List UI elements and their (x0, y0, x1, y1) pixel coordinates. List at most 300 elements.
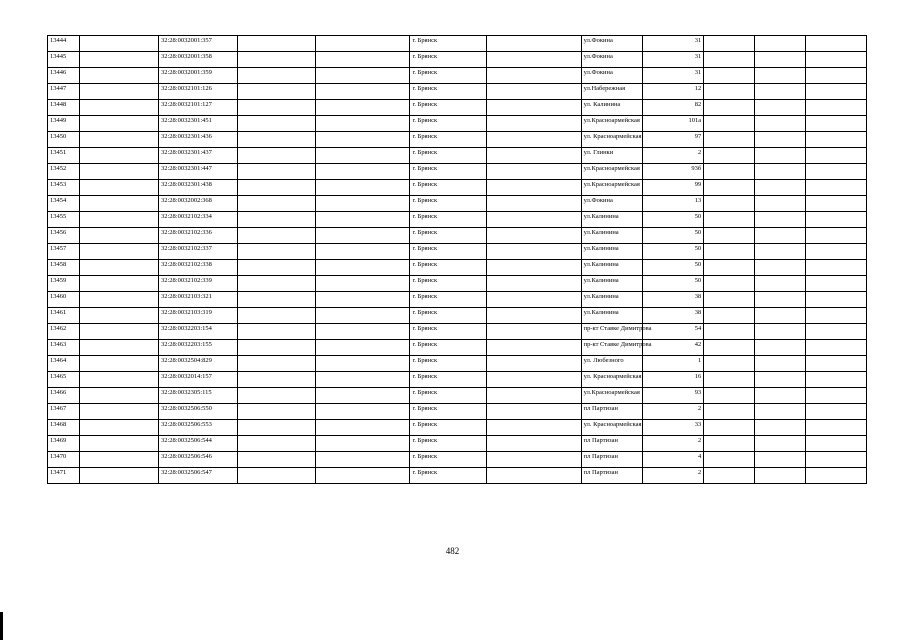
cadastral-number-cell: 32:28:0032203:154 (158, 324, 237, 340)
record-id-cell: 13446 (48, 68, 80, 84)
house-number-cell: 97 (642, 132, 703, 148)
house-number-cell: 2 (642, 148, 703, 164)
empty-cell (486, 148, 581, 164)
street-cell: ул.Калинина (581, 276, 642, 292)
city-cell: г. Брянск (410, 52, 486, 68)
street-cell: ул. Красноармейская (581, 372, 642, 388)
empty-cell (754, 132, 805, 148)
record-id-cell: 13455 (48, 212, 80, 228)
empty-cell (805, 116, 866, 132)
empty-cell (704, 292, 755, 308)
empty-cell (316, 164, 410, 180)
empty-cell (805, 100, 866, 116)
empty-cell (805, 436, 866, 452)
street-cell: ул.Красноармейская (581, 180, 642, 196)
empty-cell (704, 468, 755, 484)
empty-cell (805, 244, 866, 260)
table-row (48, 212, 867, 228)
empty-cell (486, 356, 581, 372)
record-id-cell: 13454 (48, 196, 80, 212)
empty-cell (238, 356, 316, 372)
empty-cell (805, 452, 866, 468)
cadastral-number-cell: 32:28:0032102:338 (158, 260, 237, 276)
street-cell: ул.Калинина (581, 244, 642, 260)
street-cell: ул.Калинина (581, 212, 642, 228)
record-id-cell: 13460 (48, 292, 80, 308)
table-row (48, 372, 867, 388)
house-number-cell: 31 (642, 52, 703, 68)
cadastral-number-cell: 32:28:0032001:358 (158, 52, 237, 68)
cadastral-number-cell: 32:28:0032001:357 (158, 36, 237, 52)
house-number-cell: 16 (642, 372, 703, 388)
empty-cell (805, 276, 866, 292)
empty-cell (704, 148, 755, 164)
empty-cell (754, 340, 805, 356)
record-id-cell: 13453 (48, 180, 80, 196)
table-row (48, 196, 867, 212)
house-number-cell: 31 (642, 36, 703, 52)
empty-cell (704, 308, 755, 324)
table-row (48, 36, 867, 52)
cadastral-number-cell: 32:28:0032504:829 (158, 356, 237, 372)
city-cell: г. Брянск (410, 276, 486, 292)
city-cell: г. Брянск (410, 308, 486, 324)
house-number-cell: 1 (642, 356, 703, 372)
empty-cell (754, 388, 805, 404)
city-cell: г. Брянск (410, 180, 486, 196)
street-cell: пр-кт Ставке Димитрова (581, 340, 642, 356)
table-row (48, 164, 867, 180)
empty-cell (486, 436, 581, 452)
empty-cell (754, 116, 805, 132)
empty-cell (704, 420, 755, 436)
empty-cell (79, 68, 158, 84)
cadastral-number-cell: 32:28:0032506:550 (158, 404, 237, 420)
house-number-cell: 42 (642, 340, 703, 356)
empty-cell (754, 404, 805, 420)
house-number-cell: 38 (642, 292, 703, 308)
empty-cell (316, 292, 410, 308)
empty-cell (805, 212, 866, 228)
cadastral-number-cell: 32:28:0032301:437 (158, 148, 237, 164)
empty-cell (486, 164, 581, 180)
table-row (48, 84, 867, 100)
city-cell: г. Брянск (410, 420, 486, 436)
empty-cell (805, 260, 866, 276)
empty-cell (79, 436, 158, 452)
empty-cell (805, 148, 866, 164)
empty-cell (805, 372, 866, 388)
record-id-cell: 13447 (48, 84, 80, 100)
table-row (48, 468, 867, 484)
empty-cell (754, 276, 805, 292)
empty-cell (316, 84, 410, 100)
city-cell: г. Брянск (410, 436, 486, 452)
house-number-cell: 82 (642, 100, 703, 116)
street-cell: ул.Калинина (581, 308, 642, 324)
empty-cell (754, 36, 805, 52)
cadastral-number-cell: 32:28:0032103:319 (158, 308, 237, 324)
empty-cell (486, 308, 581, 324)
city-cell: г. Брянск (410, 36, 486, 52)
empty-cell (805, 196, 866, 212)
street-cell: ул. Калинина (581, 100, 642, 116)
empty-cell (486, 340, 581, 356)
street-cell: ул. Красноармейская (581, 132, 642, 148)
empty-cell (238, 52, 316, 68)
page-number: 482 (445, 546, 460, 556)
empty-cell (805, 84, 866, 100)
empty-cell (79, 260, 158, 276)
empty-cell (316, 116, 410, 132)
empty-cell (238, 148, 316, 164)
record-id-cell: 13459 (48, 276, 80, 292)
empty-cell (238, 324, 316, 340)
city-cell: г. Брянск (410, 228, 486, 244)
cadastral-number-cell: 32:28:0032102:334 (158, 212, 237, 228)
empty-cell (316, 372, 410, 388)
city-cell: г. Брянск (410, 452, 486, 468)
empty-cell (316, 324, 410, 340)
house-number-cell: 13 (642, 196, 703, 212)
city-cell: г. Брянск (410, 132, 486, 148)
house-number-cell: 50 (642, 228, 703, 244)
empty-cell (79, 452, 158, 468)
city-cell: г. Брянск (410, 292, 486, 308)
house-number-cell: 2 (642, 468, 703, 484)
empty-cell (238, 388, 316, 404)
empty-cell (79, 404, 158, 420)
table-row (48, 356, 867, 372)
empty-cell (316, 420, 410, 436)
empty-cell (805, 292, 866, 308)
empty-cell (805, 52, 866, 68)
empty-cell (79, 372, 158, 388)
empty-cell (79, 324, 158, 340)
empty-cell (486, 84, 581, 100)
empty-cell (238, 68, 316, 84)
empty-cell (316, 388, 410, 404)
record-id-cell: 13467 (48, 404, 80, 420)
cadastral-number-cell: 32:28:0032301:438 (158, 180, 237, 196)
empty-cell (704, 276, 755, 292)
record-id-cell: 13458 (48, 260, 80, 276)
empty-cell (486, 372, 581, 388)
record-id-cell: 13471 (48, 468, 80, 484)
record-id-cell: 13445 (48, 52, 80, 68)
city-cell: г. Брянск (410, 340, 486, 356)
empty-cell (316, 356, 410, 372)
empty-cell (704, 52, 755, 68)
empty-cell (704, 132, 755, 148)
property-registry-table (47, 35, 867, 484)
empty-cell (486, 196, 581, 212)
empty-cell (316, 436, 410, 452)
street-cell: ул.Красноармейская (581, 388, 642, 404)
empty-cell (754, 84, 805, 100)
street-cell: ул.Набережная (581, 84, 642, 100)
street-cell: пр-кт Ставке Димитрова (581, 324, 642, 340)
table-row (48, 420, 867, 436)
empty-cell (704, 340, 755, 356)
empty-cell (754, 260, 805, 276)
city-cell: г. Брянск (410, 212, 486, 228)
empty-cell (316, 180, 410, 196)
record-id-cell: 13444 (48, 36, 80, 52)
empty-cell (704, 36, 755, 52)
street-cell: ул.Калинина (581, 228, 642, 244)
record-id-cell: 13466 (48, 388, 80, 404)
scan-edge-mark (0, 612, 3, 640)
empty-cell (238, 116, 316, 132)
cadastral-number-cell: 32:28:0032014:157 (158, 372, 237, 388)
empty-cell (704, 196, 755, 212)
empty-cell (316, 36, 410, 52)
city-cell: г. Брянск (410, 116, 486, 132)
city-cell: г. Брянск (410, 244, 486, 260)
city-cell: г. Брянск (410, 84, 486, 100)
empty-cell (316, 68, 410, 84)
empty-cell (704, 116, 755, 132)
empty-cell (486, 132, 581, 148)
record-id-cell: 13449 (48, 116, 80, 132)
empty-cell (805, 468, 866, 484)
empty-cell (486, 68, 581, 84)
empty-cell (238, 468, 316, 484)
empty-cell (79, 356, 158, 372)
empty-cell (79, 196, 158, 212)
house-number-cell: 2 (642, 436, 703, 452)
empty-cell (79, 308, 158, 324)
table-row (48, 452, 867, 468)
empty-cell (754, 436, 805, 452)
empty-cell (704, 244, 755, 260)
empty-cell (238, 308, 316, 324)
empty-cell (704, 436, 755, 452)
empty-cell (754, 52, 805, 68)
cadastral-number-cell: 32:28:0032102:339 (158, 276, 237, 292)
empty-cell (754, 292, 805, 308)
empty-cell (79, 100, 158, 116)
empty-cell (754, 308, 805, 324)
cadastral-number-cell: 32:28:0032506:544 (158, 436, 237, 452)
record-id-cell: 13448 (48, 100, 80, 116)
record-id-cell: 13456 (48, 228, 80, 244)
empty-cell (754, 164, 805, 180)
empty-cell (805, 132, 866, 148)
empty-cell (79, 388, 158, 404)
cadastral-number-cell: 32:28:0032102:336 (158, 228, 237, 244)
street-cell: ул.Фокина (581, 68, 642, 84)
empty-cell (704, 84, 755, 100)
table-row (48, 436, 867, 452)
empty-cell (805, 420, 866, 436)
table-row (48, 340, 867, 356)
street-cell: пл Партизан (581, 452, 642, 468)
table-row (48, 100, 867, 116)
empty-cell (486, 324, 581, 340)
house-number-cell: 50 (642, 212, 703, 228)
city-cell: г. Брянск (410, 196, 486, 212)
empty-cell (238, 196, 316, 212)
empty-cell (238, 260, 316, 276)
empty-cell (805, 340, 866, 356)
table-row (48, 260, 867, 276)
empty-cell (238, 164, 316, 180)
empty-cell (79, 52, 158, 68)
empty-cell (754, 468, 805, 484)
empty-cell (238, 276, 316, 292)
empty-cell (704, 372, 755, 388)
house-number-cell: 50 (642, 244, 703, 260)
registry-table-body (48, 36, 867, 484)
empty-cell (486, 292, 581, 308)
cadastral-number-cell: 32:28:0032301:447 (158, 164, 237, 180)
empty-cell (238, 452, 316, 468)
table-row (48, 244, 867, 260)
empty-cell (79, 36, 158, 52)
empty-cell (805, 164, 866, 180)
empty-cell (805, 324, 866, 340)
empty-cell (754, 356, 805, 372)
table-row (48, 68, 867, 84)
empty-cell (316, 148, 410, 164)
empty-cell (238, 420, 316, 436)
house-number-cell: 93б (642, 164, 703, 180)
empty-cell (754, 68, 805, 84)
empty-cell (486, 404, 581, 420)
empty-cell (486, 52, 581, 68)
city-cell: г. Брянск (410, 164, 486, 180)
empty-cell (316, 340, 410, 356)
empty-cell (79, 84, 158, 100)
city-cell: г. Брянск (410, 388, 486, 404)
empty-cell (704, 452, 755, 468)
record-id-cell: 13470 (48, 452, 80, 468)
empty-cell (316, 100, 410, 116)
street-cell: ул.Фокина (581, 196, 642, 212)
empty-cell (486, 116, 581, 132)
empty-cell (486, 180, 581, 196)
house-number-cell: 101а (642, 116, 703, 132)
street-cell: ул.Калинина (581, 292, 642, 308)
empty-cell (704, 212, 755, 228)
empty-cell (79, 116, 158, 132)
city-cell: г. Брянск (410, 68, 486, 84)
empty-cell (79, 420, 158, 436)
table-row (48, 324, 867, 340)
empty-cell (704, 404, 755, 420)
empty-cell (79, 468, 158, 484)
street-cell: ул.Красноармейская (581, 164, 642, 180)
cadastral-number-cell: 32:28:0032301:451 (158, 116, 237, 132)
empty-cell (754, 228, 805, 244)
record-id-cell: 13463 (48, 340, 80, 356)
table-row (48, 228, 867, 244)
empty-cell (79, 180, 158, 196)
empty-cell (486, 452, 581, 468)
empty-cell (754, 372, 805, 388)
empty-cell (704, 164, 755, 180)
street-cell: пл Партизан (581, 468, 642, 484)
street-cell: ул.Фокина (581, 52, 642, 68)
record-id-cell: 13457 (48, 244, 80, 260)
cadastral-number-cell: 32:28:0032305:115 (158, 388, 237, 404)
street-cell: ул. Любезного (581, 356, 642, 372)
cadastral-number-cell: 32:28:0032101:126 (158, 84, 237, 100)
empty-cell (486, 228, 581, 244)
empty-cell (238, 292, 316, 308)
empty-cell (316, 404, 410, 420)
empty-cell (316, 260, 410, 276)
house-number-cell: 93 (642, 388, 703, 404)
house-number-cell: 31 (642, 68, 703, 84)
empty-cell (316, 308, 410, 324)
empty-cell (486, 260, 581, 276)
empty-cell (316, 212, 410, 228)
house-number-cell: 50 (642, 260, 703, 276)
empty-cell (238, 436, 316, 452)
table-row (48, 292, 867, 308)
empty-cell (754, 420, 805, 436)
table-row (48, 116, 867, 132)
empty-cell (316, 468, 410, 484)
street-cell: ул.Фокина (581, 36, 642, 52)
empty-cell (704, 180, 755, 196)
empty-cell (316, 132, 410, 148)
house-number-cell: 99 (642, 180, 703, 196)
cadastral-number-cell: 32:28:0032203:155 (158, 340, 237, 356)
empty-cell (704, 324, 755, 340)
record-id-cell: 13468 (48, 420, 80, 436)
empty-cell (238, 36, 316, 52)
cadastral-number-cell: 32:28:0032001:359 (158, 68, 237, 84)
empty-cell (79, 340, 158, 356)
record-id-cell: 13462 (48, 324, 80, 340)
table-row (48, 52, 867, 68)
city-cell: г. Брянск (410, 356, 486, 372)
city-cell: г. Брянск (410, 468, 486, 484)
empty-cell (238, 244, 316, 260)
empty-cell (704, 260, 755, 276)
empty-cell (316, 228, 410, 244)
empty-cell (238, 180, 316, 196)
city-cell: г. Брянск (410, 148, 486, 164)
empty-cell (754, 452, 805, 468)
street-cell: пл Партизан (581, 436, 642, 452)
empty-cell (79, 148, 158, 164)
empty-cell (704, 356, 755, 372)
empty-cell (805, 388, 866, 404)
empty-cell (754, 180, 805, 196)
cadastral-number-cell: 32:28:0032506:553 (158, 420, 237, 436)
empty-cell (79, 212, 158, 228)
empty-cell (754, 196, 805, 212)
empty-cell (238, 404, 316, 420)
cadastral-number-cell: 32:28:0032506:547 (158, 468, 237, 484)
empty-cell (79, 244, 158, 260)
record-id-cell: 13452 (48, 164, 80, 180)
street-cell: ул. Глинки (581, 148, 642, 164)
table-row (48, 404, 867, 420)
empty-cell (486, 244, 581, 260)
empty-cell (486, 420, 581, 436)
empty-cell (704, 388, 755, 404)
table-row (48, 132, 867, 148)
cadastral-number-cell: 32:28:0032301:436 (158, 132, 237, 148)
city-cell: г. Брянск (410, 372, 486, 388)
empty-cell (316, 196, 410, 212)
